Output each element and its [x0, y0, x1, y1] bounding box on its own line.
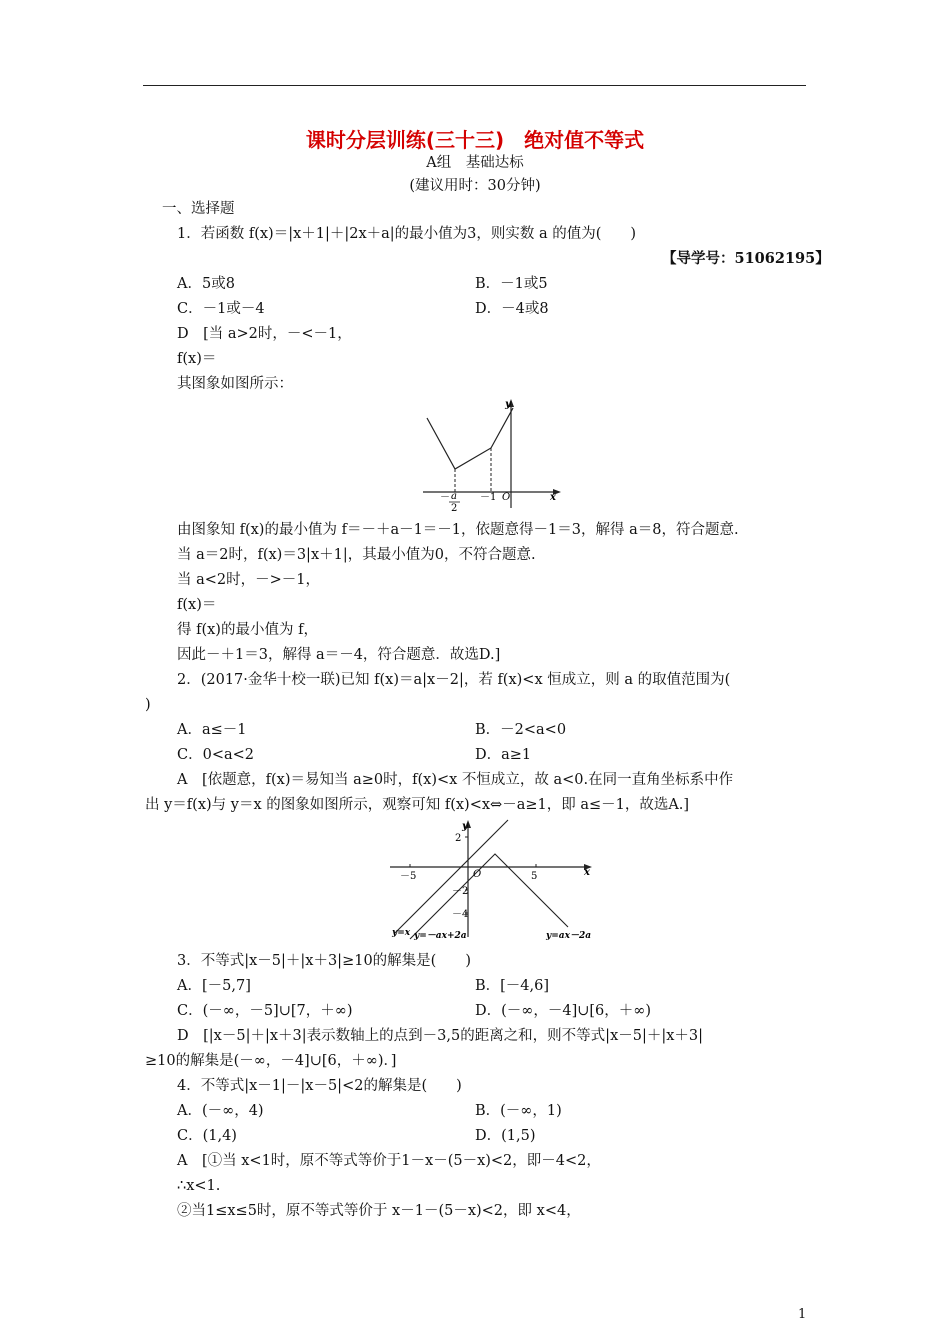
q1-graph-tick-a: a	[451, 491, 457, 502]
q1-solution-line: D [当 a>2时，－<－1，	[177, 326, 352, 342]
q1-graph-y-label: y	[505, 399, 511, 410]
q2-graph-tick-5: 5	[531, 871, 538, 882]
q2-graph-tick-m2: －2	[452, 886, 469, 897]
group-label: A组 基础达标	[426, 155, 524, 171]
q4-solution-line: ②当1≤x≤5时，原不等式等价于 x－1－(5－x)<2，即 x<4，	[177, 1203, 581, 1219]
page-title: 课时分层训练(三十三) 绝对值不等式	[305, 128, 645, 152]
q3-stem: 3．不等式|x－5|＋|x＋3|≥10的解集是( )	[177, 953, 471, 969]
q2-option-a: A．a≤－1	[177, 722, 247, 738]
q4-stem: 4．不等式|x－1|－|x－5|<2的解集是( )	[177, 1078, 462, 1094]
q1-option-c: C．－1或－4	[177, 301, 265, 317]
q2-graph-y-label: y	[462, 821, 468, 832]
q4-solution-line: A [①当 x<1时，原不等式等价于1－x－(5－x)<2，即－4<2，	[177, 1153, 601, 1169]
q3-solution-line: D [|x－5|＋|x＋3|表示数轴上的点到－3,5的距离之和，则不等式|x－5|＋|x＋3|	[177, 1028, 704, 1044]
q3-solution-line: ≥10的解集是(－∞，－4]∪[6，＋∞)．]	[145, 1053, 397, 1069]
q4-solution-line: ∴x<1.	[177, 1178, 221, 1194]
q1-graph	[415, 396, 565, 512]
q2-graph-line-label: y=x	[392, 928, 411, 938]
q1-solution-line: 得 f(x)的最小值为 f，	[177, 622, 318, 638]
q2-stem-cont: )	[145, 697, 151, 713]
q2-graph-line-label: y=－ax+2a	[414, 931, 467, 941]
q1-solution-line: 当 a＝2时，f(x)＝3|x＋1|，其最小值为0，不符合题意.	[177, 547, 536, 563]
page-number: 1	[798, 1307, 807, 1322]
q1-stem: 1．若函数 f(x)＝|x＋1|＋|2x＋a|的最小值为3，则实数 a 的值为( )	[177, 226, 637, 242]
q2-option-b: B．－2<a<0	[475, 722, 567, 738]
q1-solution-line: f(x)＝	[177, 351, 217, 367]
section-heading: 一、选择题	[162, 201, 235, 217]
q4-option-d: D．(1,5)	[475, 1128, 536, 1144]
q2-graph-x-label: x	[584, 867, 590, 878]
q1-option-b: B．－1或5	[475, 276, 548, 292]
q1-solution-line: 由图象知 f(x)的最小值为 f＝－＋a－1＝－1，依题意得－1＝3，解得 a＝8，符合题意.	[177, 522, 739, 538]
q4-option-a: A．(－∞，4)	[177, 1103, 264, 1119]
q2-option-c: C．0<a<2	[177, 747, 254, 763]
q1-graph-tick-2: 2	[451, 503, 458, 512]
q4-option-c: C．(1,4)	[177, 1128, 237, 1144]
q1-solution-line: 其图象如图所示：	[177, 376, 293, 392]
q1-option-d: D．－4或8	[475, 301, 549, 317]
q2-option-d: D．a≥1	[475, 747, 532, 763]
q1-solution-line: 当 a<2时，－>－1，	[177, 572, 321, 588]
q3-option-c: C．(－∞，－5]∪[7，＋∞)	[177, 1003, 353, 1019]
q2-solution-line: 出 y＝f(x)与 y＝x 的图象如图所示，观察可知 f(x)<x⇔－a≥1，即 a≤－1，故选A.]	[145, 797, 690, 813]
q2-graph-origin: O	[473, 869, 482, 880]
q1-solution-line: 因此－＋1＝3，解得 a＝－4，符合题意．故选D.]	[177, 647, 501, 663]
q1-graph-tick-m1: －1	[480, 492, 497, 503]
header-rule	[143, 85, 806, 86]
q3-option-a: A．[－5,7]	[177, 978, 251, 994]
q1-ref: 【导学号：51062195】	[662, 250, 830, 267]
q2-graph-tick-m4: －4	[452, 909, 469, 920]
q2-solution-line: A [依题意，f(x)＝易知当 a≥0时，f(x)<x 不恒成立，故 a<0.在同一直角坐标系中作	[177, 772, 734, 788]
q1-graph-x-label: x	[550, 492, 556, 503]
q2-graph-line-label: y=ax－2a	[546, 931, 592, 941]
q2-graph-tick-2: 2	[455, 833, 462, 844]
time-hint: (建议用时：30分钟)	[409, 178, 541, 194]
q2-stem: 2．(2017·金华十校一联)已知 f(x)＝a|x－2|，若 f(x)<x 恒成立，则 a 的取值范围为(	[177, 672, 731, 688]
q3-option-d: D．(－∞，－4]∪[6，＋∞)	[475, 1003, 652, 1019]
q2-graph	[388, 817, 598, 945]
q1-graph-origin: O	[502, 492, 511, 503]
q1-option-a: A．5或8	[177, 276, 235, 292]
q1-graph-tick-neg: －	[440, 492, 450, 503]
q2-graph-tick-m5: －5	[400, 871, 417, 882]
q3-option-b: B．[－4,6]	[475, 978, 550, 994]
q1-solution-line: f(x)＝	[177, 597, 217, 613]
q4-option-b: B．(－∞，1)	[475, 1103, 562, 1119]
